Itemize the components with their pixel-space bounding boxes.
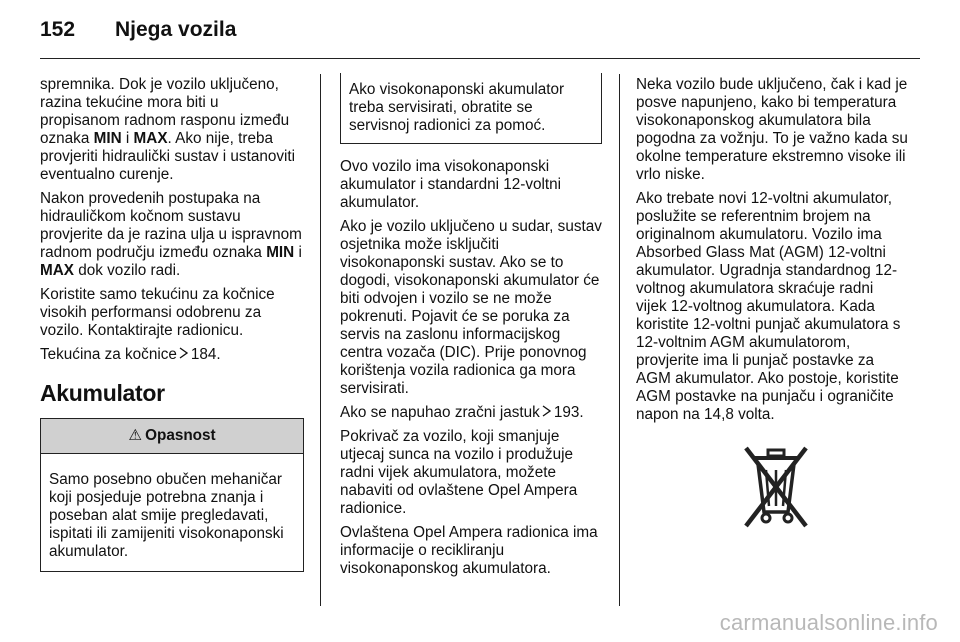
warning-header: [41, 419, 303, 454]
notice-box: Ako visokonaponski akumulator treba servisirati, obratite se servisnoj radionici za pomoć.: [340, 73, 602, 144]
paragraph: Ako je vozilo uključeno u sudar, sustav osjetnika može isključiti visokonaponski sustav. Ako se to dogodi, visokonaponski akumulator će biti odvojen i vozilo se ne može pokrenuti. Pojavit će se poruka za servis na zaslonu informacijskog centra vozača (DIC). Prije ponovnog korištenja vozila radionica ga mora servisirati.: [340, 218, 602, 397]
page-reference-link[interactable]: 193.: [553, 404, 584, 421]
chapter-title: Njega vozila: [115, 18, 237, 41]
paragraph: Tekućina za kočnice 184.: [40, 346, 221, 363]
column-divider-1: [320, 74, 321, 606]
crossed-out-bin-icon: [716, 434, 836, 544]
ref-arrow-icon: [179, 346, 188, 364]
paragraph: Nakon provedenih postupaka na hidrauličkom kočnom sustavu provjerite da je razina ulja u ispravnom radnom području između oznaka MIN i MAX dok vozilo radi.: [40, 190, 302, 279]
column-divider-2: [619, 74, 620, 606]
column-3: [636, 76, 908, 544]
page-reference-link[interactable]: 184.: [190, 346, 221, 363]
warning-title: Opasnost: [145, 427, 216, 444]
paragraph: spremnika. Dok je vozilo uključeno, razina tekućine mora biti u propisanom radnom rasponu između oznaka MIN i MAX. Ako nije, treba provjeriti hidraulički sustav i ustanoviti eventualno curenje.: [40, 76, 296, 183]
paragraph: Ako trebate novi 12-voltni akumulator, poslužite se referentnim brojem na originalnom akumulatoru. Vozilo ima Absorbed Glass Mat (AGM) 12-voltni akumulator. Ugradnja standardnog 12-voltnog akumulatora skraćuje radni vijek 12-voltnog akumulatora. Kada koristite 12-voltni punjač akumulatora s 12-voltnim AGM akumulatorom, provjerite ima li punjač postavke za AGM akumulator. Ako postoje, koristite AGM postavke na punjaču i ograničite napon na 14,8 volta.: [636, 190, 901, 423]
header-rule: [40, 58, 920, 59]
column-1: [40, 76, 302, 572]
warning-triangle-icon: ⚠: [128, 427, 143, 444]
paragraph: Ovo vozilo ima visokonaponski akumulator i standardni 12-voltni akumulator.: [340, 158, 562, 211]
page-header: [40, 18, 236, 48]
page-number: 152: [40, 18, 76, 41]
paragraph: Neka vozilo bude uključeno, čak i kad je posve napunjeno, kako bi temperatura visokonaponskog akumulatora bila pogodna za vožnju. To je važno kada su okolne temperature ekstremno visoke ili vrlo niske.: [636, 76, 908, 183]
watermark: carmanualsonline.info: [719, 610, 938, 635]
ref-arrow-icon: [542, 404, 551, 422]
section-heading: Akumulator: [40, 380, 165, 406]
paragraph: Ako se napuhao zračni jastuk 193.: [340, 404, 584, 421]
paragraph: Ovlaštena Opel Ampera radionica ima informacije o recikliranju visokonaponskog akumulatora.: [340, 524, 598, 577]
column-2: [340, 76, 602, 584]
danger-warning-box: [40, 418, 304, 572]
warning-body: Samo posebno obučen mehaničar koji posjeduje potrebna znanja i poseban alat smije pregledavati, ispitati ili zamijeniti visokonaponski akumulator.: [49, 471, 284, 560]
paragraph: Koristite samo tekućinu za kočnice visokih performansi odobrenu za vozilo. Kontaktirajte radionicu.: [40, 286, 275, 339]
paragraph: Pokrivač za vozilo, koji smanjuje utjecaj sunca na vozilo i produžuje radni vijek akumulatora, možete nabaviti od ovlaštene Opel Ampera radionice.: [340, 428, 578, 517]
